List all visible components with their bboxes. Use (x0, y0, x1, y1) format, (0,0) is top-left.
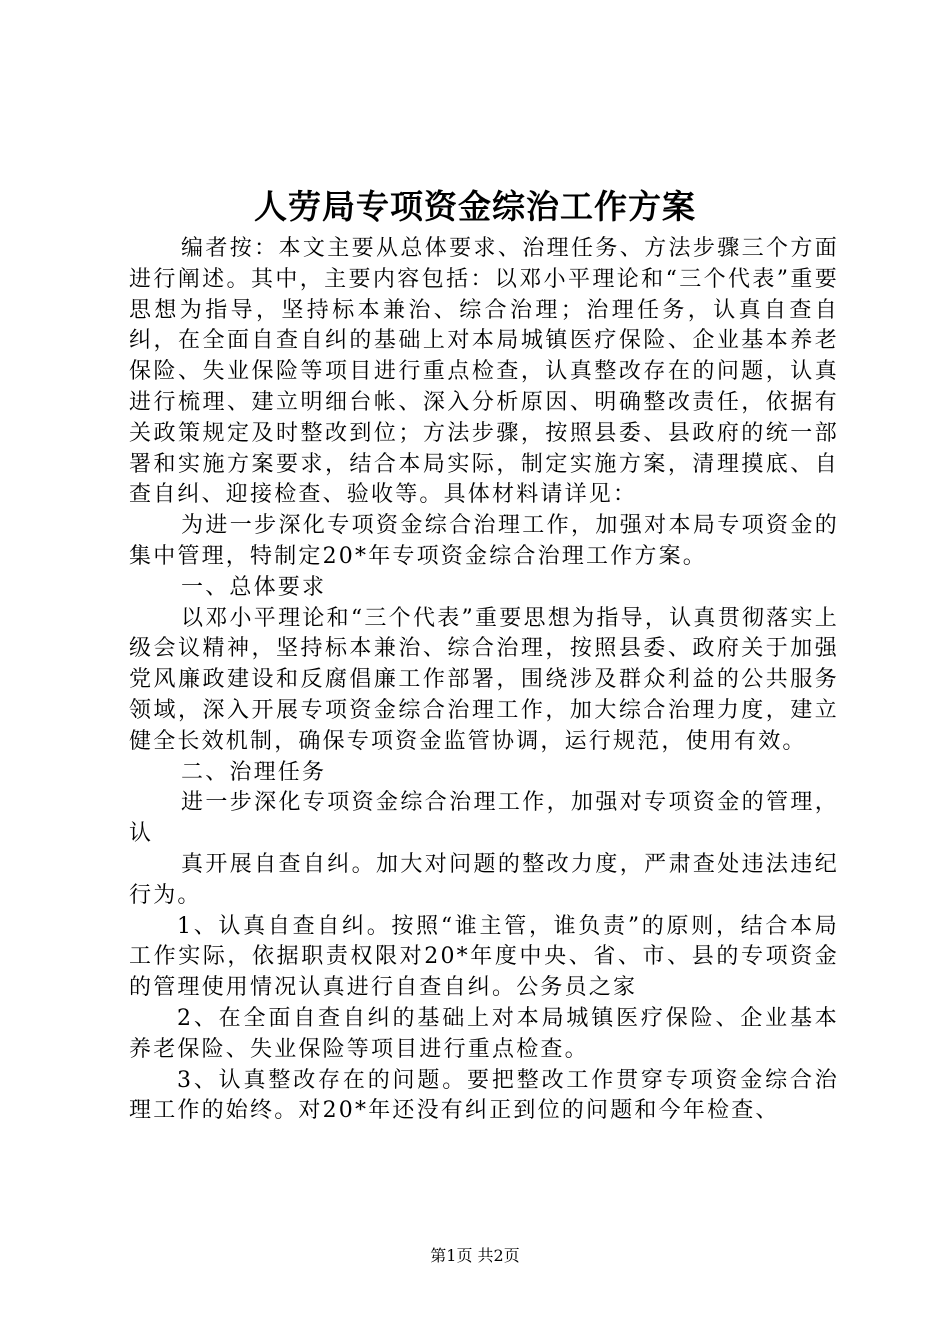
page-footer: 第1页 共2页 (430, 1246, 520, 1265)
governance-tasks-continuation: 真开展自查自纠。加大对问题的整改力度，严肃查处违法违纪行为。 (129, 851, 839, 908)
section-heading-general-requirements: 一、总体要求 (181, 574, 327, 600)
document-title: 人劳局专项资金综治工作方案 (254, 187, 696, 226)
editor-note-paragraph: 编者按：本文主要从总体要求、治理任务、方法步骤三个方面进行阐述。其中，主要内容包括：以邓小平理论和“三个代表”重要思想为指导，坚持标本兼治、综合治理；治理任务，认真自查自纠，在全面自查自纠的基础上对本局城镇医疗保险、企业基本养老保险、失业保险等项目进行重点检查，认真整改存在的问题，认真进行梳理、建立明细台帐、深入分析原因、明确整改责任，依据有关政策规定及时整改到位；方法步骤，按照县委、县政府的统一部署和实施方案要求，结合本局实际，制定实施方案，清理摸底、自查自纠、迎接检查、验收等。具体材料请详见： (129, 236, 839, 508)
general-requirements-paragraph: 以邓小平理论和“三个代表”重要思想为指导，认真贯彻落实上级会议精神，坚持标本兼治、综合治理，按照县委、政府关于加强党风廉政建设和反腐倡廉工作部署，围绕涉及群众利益的公共服务领域，深入开展专项资金综合治理工作，加大综合治理力度，建立健全长效机制，确保专项资金监管协调，运行规范，使用有效。 (129, 605, 839, 754)
document-body (129, 234, 839, 1127)
section-heading-governance-tasks: 二、治理任务 (181, 759, 327, 785)
task-item-3: 3、认真整改存在的问题。要把整改工作贯穿专项资金综合治理工作的始终。对20*年还没有纠正到位的问题和今年检查、 (129, 1067, 839, 1124)
task-item-2: 2、在全面自查自纠的基础上对本局城镇医疗保险、企业基本养老保险、失业保险等项目进行重点检查。 (129, 1005, 839, 1062)
intro-paragraph: 为进一步深化专项资金综合治理工作，加强对本局专项资金的集中管理，特制定20*年专项资金综合治理工作方案。 (129, 513, 839, 569)
task-item-1: 1、认真自查自纠。按照“谁主管，谁负责”的原则，结合本局工作实际，依据职责权限对20*年度中央、省、市、县的专项资金的管理使用情况认真进行自查自纠。公务员之家 (129, 913, 839, 1001)
governance-tasks-paragraph: 进一步深化专项资金综合治理工作，加强对专项资金的管理，认 (129, 790, 839, 847)
